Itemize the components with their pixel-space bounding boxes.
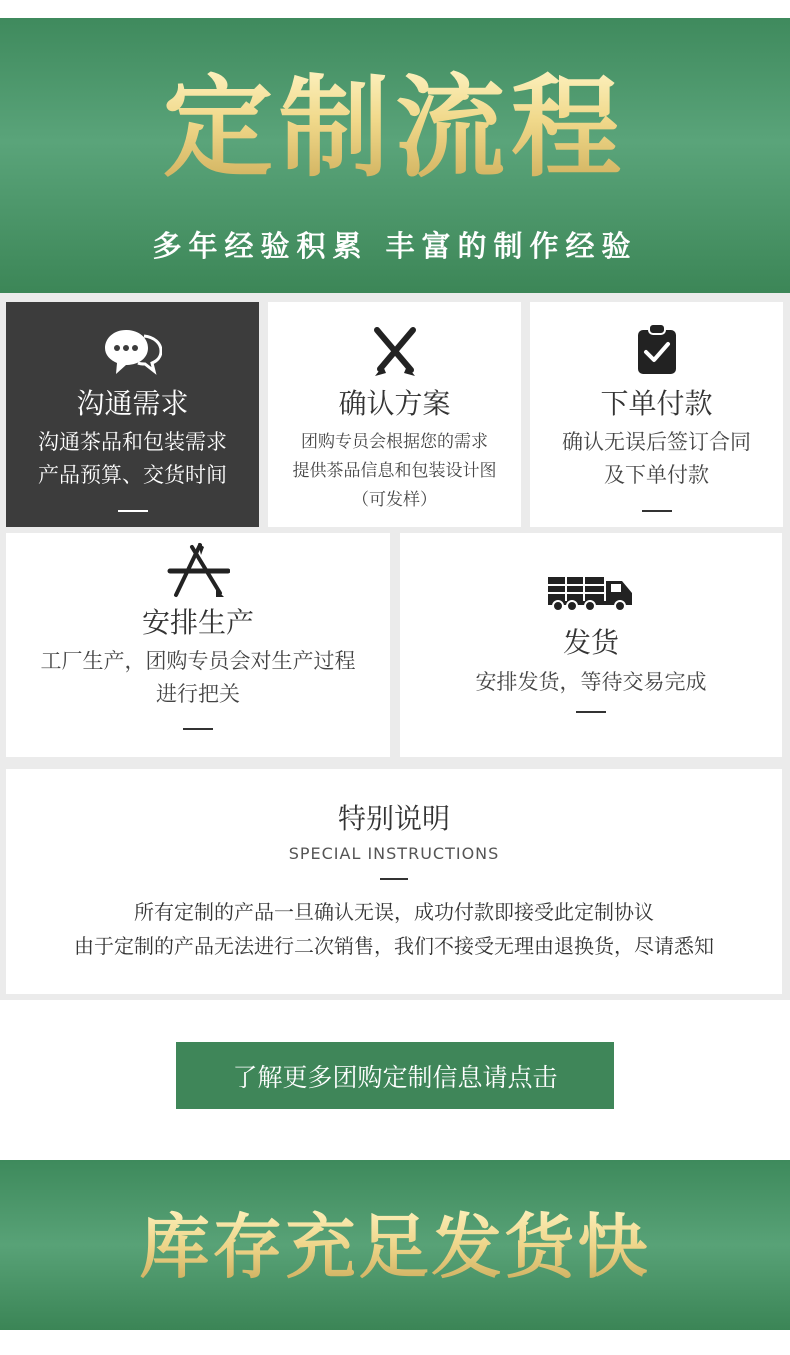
footer-title: 库存充足发货快 xyxy=(0,1202,790,1292)
step-card-confirm-plan xyxy=(268,302,521,527)
step-desc-line: 进行把关 xyxy=(156,682,240,706)
step-desc-line: 工厂生产，团购专员会对生产过程 xyxy=(40,649,356,673)
step-title: 确认方案 xyxy=(338,387,451,420)
step-desc-line: 及下单付款 xyxy=(604,463,709,487)
step-card-shipping xyxy=(400,533,782,757)
hero-banner xyxy=(0,18,790,293)
step-title: 沟通需求 xyxy=(76,387,189,420)
special-instructions-title-en: SPECIAL INSTRUCTIONS xyxy=(288,844,500,863)
step-title: 发货 xyxy=(562,626,619,659)
step-desc-line: 确认无误后签订合同 xyxy=(562,430,751,454)
step-desc-line: 产品预算、交货时间 xyxy=(38,463,227,487)
step-title: 安排生产 xyxy=(141,606,254,639)
chat-bubbles-icon xyxy=(6,328,259,376)
step-desc-line: 团购专员会根据您的需求 xyxy=(301,432,488,452)
step-divider xyxy=(183,728,213,730)
truck-icon xyxy=(400,573,782,613)
special-instructions-line: 由于定制的产品无法进行二次销售，我们不接受无理由退换货，尽请悉知 xyxy=(74,934,714,958)
step-card-production xyxy=(6,533,390,757)
step-desc-line: 沟通茶品和包装需求 xyxy=(38,430,227,454)
step-desc-line: 提供茶品信息和包装设计图 xyxy=(292,461,497,481)
step-divider xyxy=(576,711,606,713)
step-card-communicate xyxy=(6,302,259,527)
special-instructions-line: 所有定制的产品一旦确认无误，成功付款即接受此定制协议 xyxy=(134,900,654,924)
step-desc-line: 安排发货，等待交易完成 xyxy=(475,670,707,694)
step-title: 下单付款 xyxy=(600,387,713,420)
step-desc-line: （可发样） xyxy=(352,490,437,510)
footer-banner xyxy=(0,1160,790,1330)
special-instructions-divider xyxy=(380,878,408,880)
step-divider xyxy=(642,510,672,512)
step-divider xyxy=(118,510,148,512)
brush-tools-icon xyxy=(6,541,390,599)
special-instructions-panel xyxy=(6,769,782,994)
clipboard-check-icon xyxy=(530,322,783,376)
hero-title: 定制流程 xyxy=(0,58,790,198)
special-instructions-title: 特别说明 xyxy=(337,802,450,835)
hero-subtitle: 多年经验积累 丰富的制作经验 xyxy=(152,229,638,263)
more-info-button[interactable]: 了解更多团购定制信息请点击 xyxy=(176,1042,614,1109)
step-card-order-payment xyxy=(530,302,783,527)
pencil-cross-icon xyxy=(268,326,521,378)
